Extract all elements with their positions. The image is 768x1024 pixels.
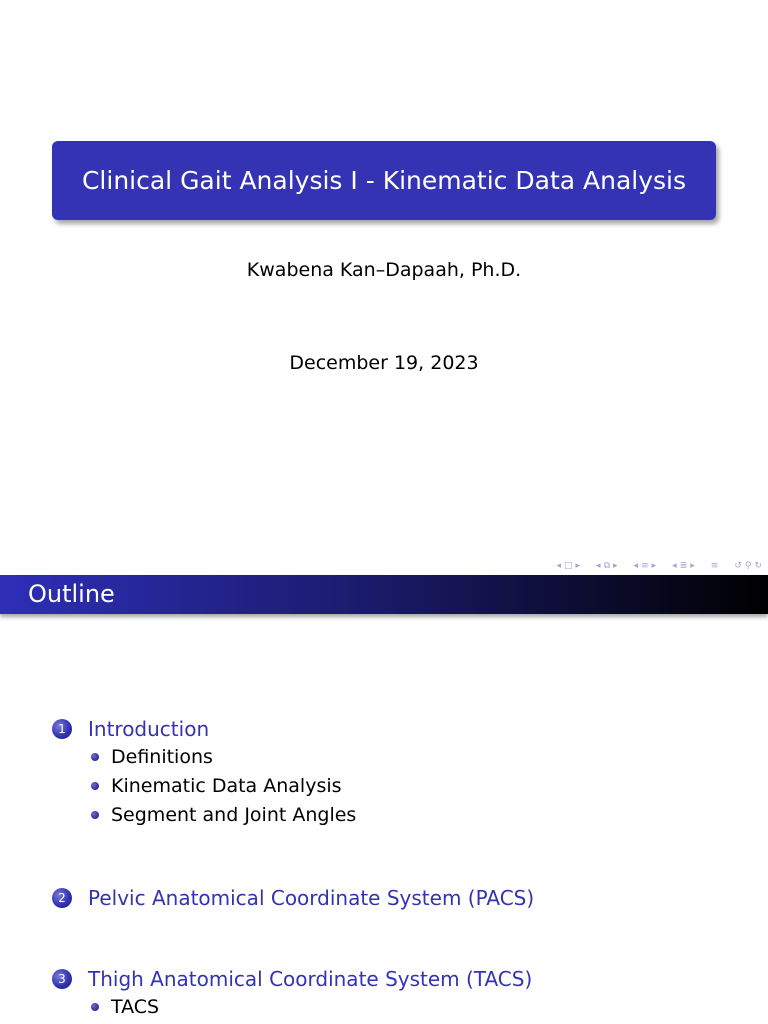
nav-prev-section2-icon[interactable]: ◂ bbox=[672, 561, 677, 571]
nav-next-subsection-icon[interactable]: ▸ bbox=[613, 561, 618, 571]
toc-section-tacs[interactable] bbox=[52, 967, 532, 991]
toc-section-label: Introduction bbox=[88, 717, 210, 741]
nav-section2-icon[interactable]: ≣ bbox=[679, 561, 688, 571]
toc-subsection-label: Kinematic Data Analysis bbox=[111, 775, 342, 797]
frame-title-bar bbox=[0, 575, 768, 614]
toc-subsection-tacs[interactable] bbox=[91, 996, 159, 1018]
section-number-ball-icon: 2 bbox=[52, 888, 72, 908]
toc-section-label: Pelvic Anatomical Coordinate System (PACS) bbox=[88, 886, 535, 910]
presentation-title: Clinical Gait Analysis I - Kinematic Data Analysis bbox=[81, 166, 687, 195]
section-number-ball-icon: 3 bbox=[52, 969, 72, 989]
nav-appendix-icon[interactable]: ≡ bbox=[710, 561, 719, 571]
outline-slide bbox=[0, 575, 768, 1024]
toc-subsection-definitions[interactable] bbox=[91, 746, 213, 768]
toc-section-introduction[interactable] bbox=[52, 717, 209, 741]
bullet-icon bbox=[91, 782, 99, 790]
section-number-ball-icon: 1 bbox=[52, 719, 72, 739]
frame-title: Outline bbox=[28, 580, 115, 608]
nav-prev-section-icon[interactable]: ◂ bbox=[633, 561, 639, 571]
toc-subsection-segment-joint-angles[interactable] bbox=[91, 804, 356, 826]
author-name: Kwabena Kan–Dapaah, Ph.D. bbox=[246, 259, 522, 281]
nav-forward-icon[interactable]: ↻ bbox=[754, 561, 762, 571]
bullet-icon bbox=[91, 1003, 99, 1011]
nav-subsection-icon[interactable]: ⧉ bbox=[603, 561, 611, 571]
nav-section-icon[interactable]: ≡ bbox=[641, 561, 649, 571]
nav-prev-frame-icon[interactable]: ◂ bbox=[556, 561, 561, 571]
nav-frame-icon[interactable]: □ bbox=[564, 561, 573, 571]
beamer-navigation-bar bbox=[556, 559, 762, 573]
toc-section-pacs[interactable] bbox=[52, 886, 534, 910]
bullet-icon bbox=[91, 753, 99, 761]
nav-next-section-icon[interactable]: ▸ bbox=[651, 561, 657, 571]
toc-subsection-label: Definitions bbox=[111, 746, 213, 768]
presentation-title-box bbox=[52, 141, 716, 220]
toc-subsection-label: Segment and Joint Angles bbox=[111, 804, 357, 826]
nav-back-icon[interactable]: ↺ bbox=[734, 561, 742, 571]
bullet-icon bbox=[91, 811, 99, 819]
toc-section-label: Thigh Anatomical Coordinate System (TACS) bbox=[88, 967, 533, 991]
nav-next-frame-icon[interactable]: ▸ bbox=[575, 561, 581, 571]
nav-next-section2-icon[interactable]: ▸ bbox=[690, 561, 695, 571]
nav-search-icon[interactable]: ⚲ bbox=[744, 561, 752, 571]
toc-subsection-kinematic-data-analysis[interactable] bbox=[91, 775, 342, 797]
presentation-date: December 19, 2023 bbox=[289, 352, 479, 374]
nav-prev-subsection-icon[interactable]: ◂ bbox=[596, 561, 601, 571]
toc-subsection-label: TACS bbox=[111, 996, 160, 1018]
